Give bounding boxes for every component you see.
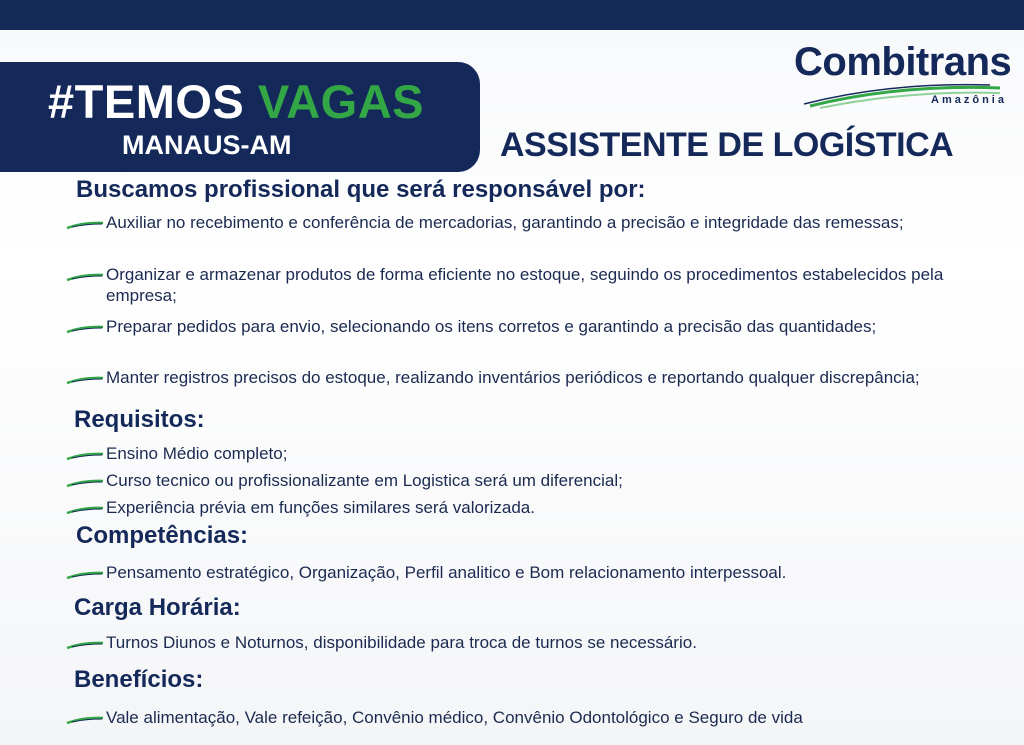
list-item-text: Ensino Médio completo; <box>106 444 288 463</box>
list-item-text: Auxiliar no recebimento e conferência de mercadorias, garantindo a precisão e integridade das remessas; <box>106 213 904 232</box>
logo-region: Amazônia <box>931 94 1007 106</box>
list-item-text: Preparar pedidos para envio, selecionando os itens corretos e garantindo a precisão das quantidades; <box>106 317 877 336</box>
green-swoosh-bullet-icon <box>66 452 104 460</box>
green-swoosh-bullet-icon <box>66 479 104 487</box>
responsibilities-heading: Buscamos profissional que será responsável por: <box>76 176 646 203</box>
logo-name: Combitrans <box>794 40 1012 84</box>
requirements-heading: Requisitos: <box>74 406 205 433</box>
green-swoosh-bullet-icon <box>66 221 104 229</box>
list-item-text: Manter registros precisos do estoque, realizando inventários periódicos e reportando qualquer discrepância; <box>106 368 920 387</box>
banner-hashtag: #TEMOS <box>48 75 245 128</box>
job-title: ASSISTENTE DE LOGÍSTICA <box>500 126 954 164</box>
banner-vagas: VAGAS <box>257 75 424 128</box>
banner-title <box>48 74 424 129</box>
green-swoosh-bullet-icon <box>66 571 104 579</box>
top-bar <box>0 0 1024 30</box>
list-item-text: Turnos Diunos e Noturnos, disponibilidade para troca de turnos se necessário. <box>106 633 697 652</box>
company-logo <box>790 40 1015 110</box>
green-swoosh-bullet-icon <box>66 376 104 384</box>
benefits-heading: Benefícios: <box>74 666 204 693</box>
list-item-text: Experiência prévia em funções similares será valorizada. <box>106 498 535 517</box>
banner-location: MANAUS-AM <box>122 130 292 160</box>
green-swoosh-bullet-icon <box>66 273 104 281</box>
green-swoosh-bullet-icon <box>66 641 104 649</box>
list-item-text: Vale alimentação, Vale refeição, Convênio médico, Convênio Odontológico e Seguro de vida <box>106 708 803 727</box>
green-swoosh-bullet-icon <box>66 325 104 333</box>
green-swoosh-bullet-icon <box>66 506 104 514</box>
list-item-text: Pensamento estratégico, Organização, Perfil analitico e Bom relacionamento interpessoal. <box>106 563 787 582</box>
list-item-text: Curso tecnico ou profissionalizante em Logistica será um diferencial; <box>106 471 623 490</box>
schedule-heading: Carga Horária: <box>74 594 241 621</box>
green-swoosh-bullet-icon <box>66 716 104 724</box>
competencies-heading: Competências: <box>76 522 249 549</box>
list-item-text: Organizar e armazenar produtos de forma eficiente no estoque, seguindo os procedimentos estabelecidos pela empresa; <box>106 265 944 305</box>
